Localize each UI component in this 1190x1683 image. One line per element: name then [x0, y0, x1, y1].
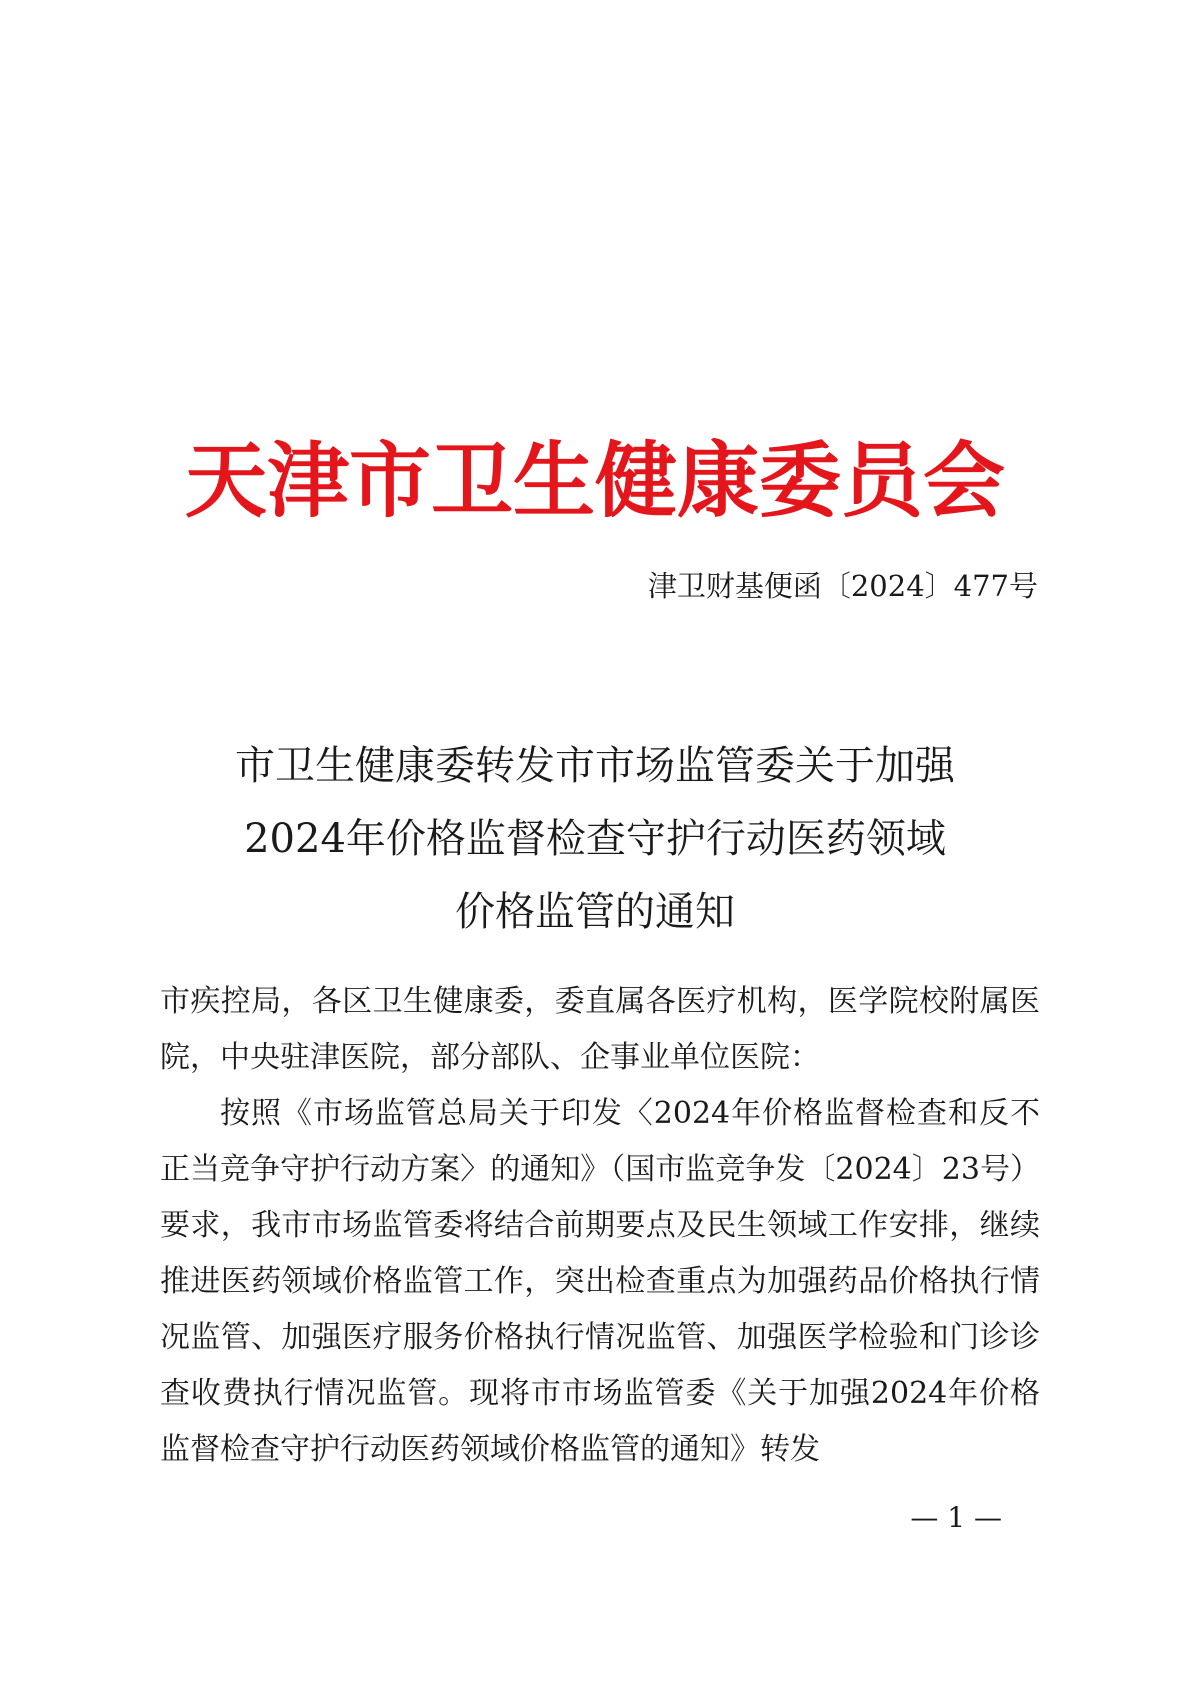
page-number: — 1 —: [910, 1501, 1002, 1534]
title-line-3: 价格监管的通知: [455, 889, 735, 935]
recipients-line: 市疾控局，各区卫生健康委，委直属各医疗机构，医学院校附属医院，中央驻津医院，部分部队、企事业单位医院：: [160, 984, 1040, 1075]
document-body: [160, 974, 1040, 1478]
title-line-2: 2024年价格监督检查守护行动医药领域: [244, 816, 946, 862]
document-number: 津卫财基便函〔2024〕477号: [647, 569, 1038, 603]
body-paragraph: 按照《市场监管总局关于印发〈2024年价格监督检查和反不正当竞争守护行动方案〉的通知》（国市监竞争发〔2024〕23号）要求，我市市场监管委将结合前期要点及民生领域工作安排，继续推进医药领域价格监管工作，突出检查重点为加强药品价格执行情况监管、加强医疗服务价格执行情况监管、加强医学检验和门诊诊查收费执行情况监管。现将市市场监管委《关于加强2024年价格监督检查守护行动医药领域价格监管的通知》转发: [160, 1096, 1040, 1467]
title-line-1: 市卫生健康委转发市市场监管委关于加强: [235, 743, 955, 789]
document-title: [0, 730, 1190, 949]
issuer-header: 天津市卫生健康委员会: [184, 434, 1005, 529]
